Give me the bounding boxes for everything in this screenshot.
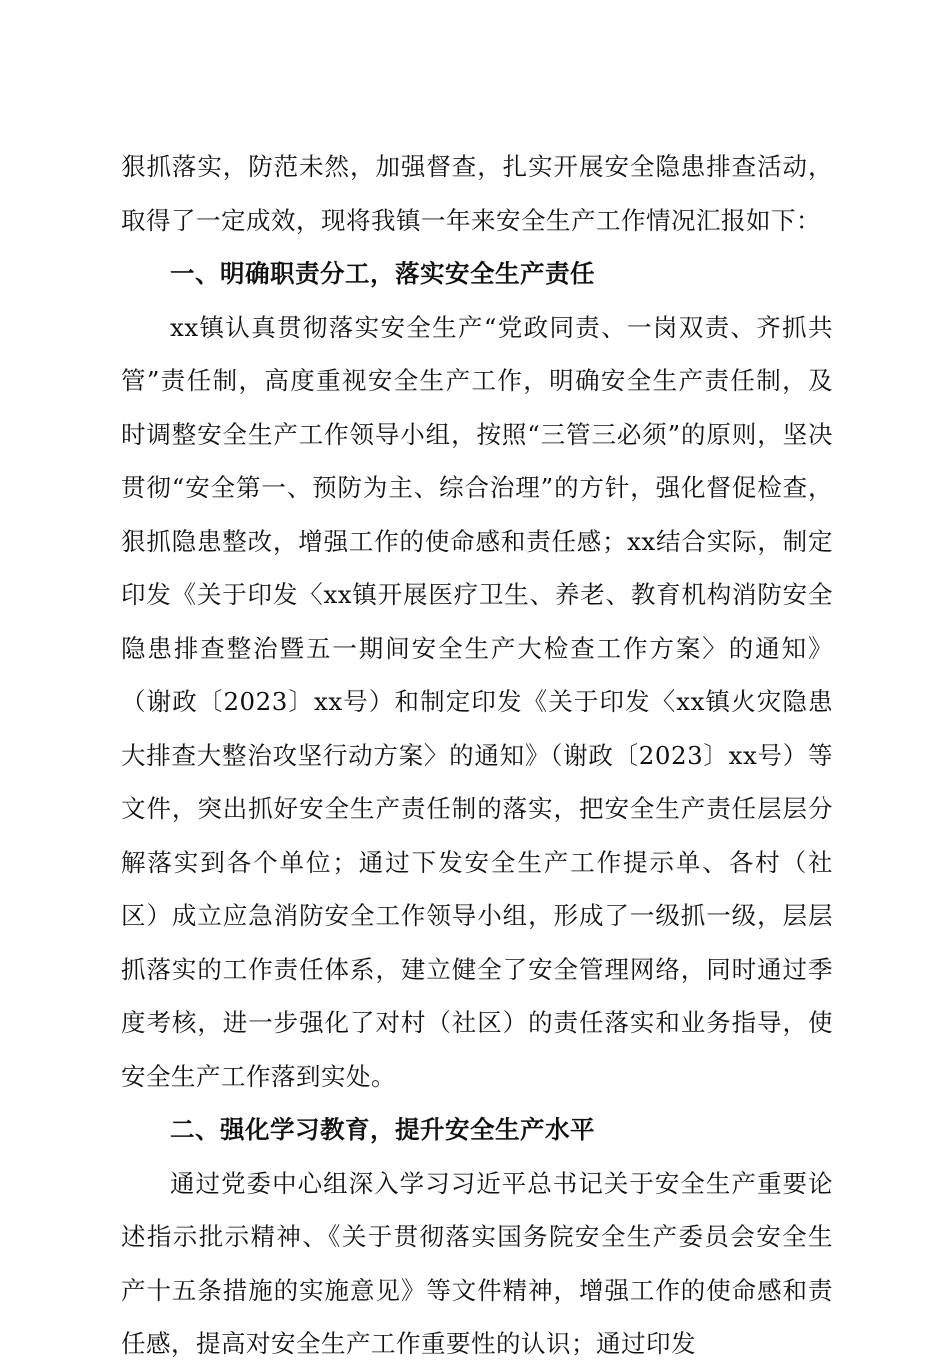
section-1-paragraph: xx镇认真贯彻落实安全生产“党政同责、一岗双责、齐抓共管”责任制，高度重视安全生产工作，明确安全生产责任制，及时调整安全生产工作领导小组，按照“三管三必须”的原则，坚决贯彻“安全第一、预防为主、综合治理”的方针，强化督促检查，狠抓隐患整改，增强工作的使命感和责任感；xx结合实际，制定印发《关于印发〈xx镇开展医疗卫生、养老、教育机构消防安全隐患排查整治暨五一期间安全生产大检查工作方案〉的通知》（谢政〔2023〕xx号）和制定印发《关于印发〈xx镇火灾隐患大排查大整治攻坚行动方案〉的通知》（谢政〔2023〕xx号）等文件，突出抓好安全生产责任制的落实，把安全生产责任层层分解落实到各个单位；通过下发安全生产工作提示单、各村（社区）成立应急消防安全工作领导小组，形成了一级抓一级，层层抓落实的工作责任体系，建立健全了安全管理网络，同时通过季度考核，进一步强化了对村（社区）的责任落实和业务指导，使安全生产工作落到实处。: [121, 312, 833, 1091]
section-2-paragraph: 通过党委中心组深入学习习近平总书记关于安全生产重要论述指示批示精神、《关于贯彻落实国务院安全生产委员会安全生产十五条措施的实施意见》等文件精神，增强工作的使命感和责任感，提高对安全生产工作重要性的认识；通过印发: [121, 1168, 833, 1358]
document-body: [121, 140, 833, 1371]
intro-paragraph: 狠抓落实，防范未然，加强督查，扎实开展安全隐患排查活动，取得了一定成效，现将我镇一年来安全生产工作情况汇报如下：: [121, 152, 833, 235]
section-heading-2: 二、强化学习教育，提升安全生产水平: [170, 1115, 595, 1144]
section-heading-1: 一、明确职责分工，落实安全生产责任: [170, 259, 595, 288]
